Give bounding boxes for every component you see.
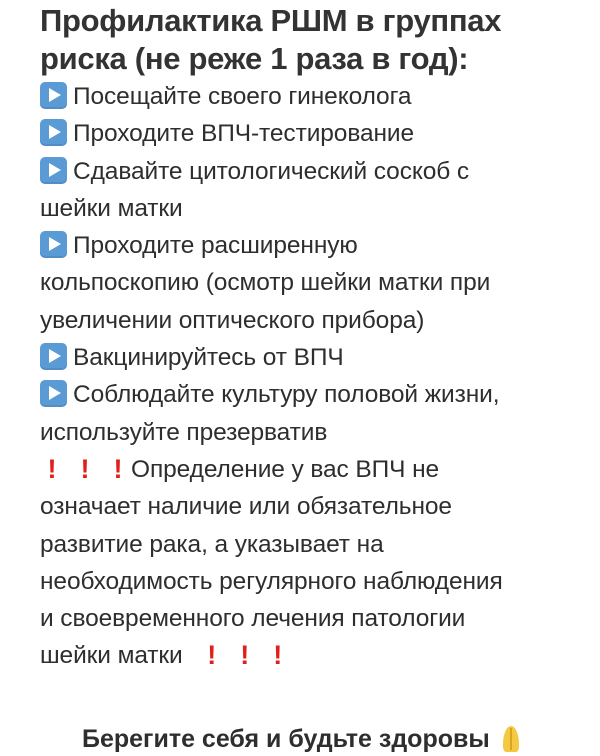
document-body (40, 0, 585, 675)
list-item-text: Проходите ВПЧ-тестирование (73, 120, 415, 148)
play-button-icon (40, 380, 67, 407)
title-line-2: риска (не реже 1 раза в год): (40, 41, 469, 76)
list-item-gynecologist (40, 78, 585, 115)
list-item-text-continued: увеличении оптического прибора) (40, 306, 425, 334)
warning-text: означает наличие или обязательное (40, 493, 452, 521)
play-button-icon (40, 157, 67, 184)
list-item-colposcopy (40, 227, 585, 264)
list-item-safe-sex (40, 376, 585, 413)
exclamation-mark-icon: ! (273, 640, 283, 671)
closing-message (82, 722, 526, 756)
exclamation-mark-icon: ! (240, 640, 250, 671)
list-item-text-continued: шейки матки (40, 194, 183, 222)
list-item-text: Вакцинируйтесь от ВПЧ (73, 344, 344, 372)
warning-text: и своевременного лечения патологии (40, 605, 466, 633)
list-item-hpv-test (40, 115, 585, 152)
list-item-vaccination (40, 339, 585, 376)
exclamation-mark-icon: ! (207, 640, 217, 671)
list-item-text: Посещайте своего гинеколога (73, 83, 412, 110)
warning-text: необходимость регулярного наблюдения (40, 567, 503, 595)
exclamation-mark-icon: ! (47, 453, 57, 484)
exclamation-mark-icon: ! (80, 453, 90, 484)
play-button-icon (40, 231, 67, 258)
exclamation-mark-icon: ! (113, 453, 123, 484)
page-title (40, 0, 585, 78)
warning-text: Определение у вас ВПЧ не (131, 455, 440, 483)
warning-line-1 (40, 451, 585, 488)
warning-last-line (40, 637, 585, 674)
title-line-1: Профилактика РШМ в группах (40, 3, 502, 38)
list-item-text-continued: используйте презерватив (40, 418, 328, 446)
list-item-text: Сдавайте цитологический соскоб с (73, 157, 470, 185)
play-button-icon (40, 343, 67, 370)
warning-text: развитие рака, а указывает на (40, 530, 384, 558)
list-item-text-continued: кольпоскопию (осмотр шейки матки при (40, 269, 491, 297)
list-item-cytology (40, 153, 585, 190)
play-button-icon (40, 119, 67, 146)
closing-text: Берегите себя и будьте здоровы (82, 725, 490, 753)
recommendations-list (40, 78, 585, 675)
warning-text: шейки матки (40, 642, 183, 670)
play-button-icon (40, 82, 67, 109)
list-item-text: Проходите расширенную (73, 232, 358, 260)
list-item-text: Соблюдайте культуру половой жизни, (73, 381, 500, 409)
